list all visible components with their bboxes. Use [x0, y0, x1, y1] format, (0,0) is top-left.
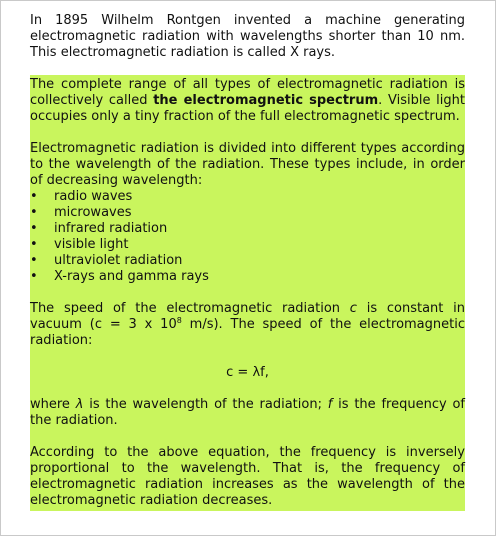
where-text-after: is the frequency of the radiation.	[30, 397, 465, 428]
speed-exponent: 8	[176, 316, 182, 325]
bullet-icon: •	[30, 205, 38, 220]
list-item	[30, 221, 465, 237]
list-item-label: X-rays and gamma rays	[54, 269, 209, 284]
list-item-label: radio waves	[54, 189, 133, 204]
bullet-icon: •	[30, 221, 38, 236]
speed-text-before: The speed of the electromagnetic radiation	[30, 301, 350, 316]
frequency-symbol: f	[327, 397, 333, 412]
list-item-label: visible light	[54, 237, 129, 252]
spectrum-text-after: . Visible light occupies only a tiny fraction of the full electromagnetic spectrum.	[30, 93, 465, 124]
where-paragraph	[30, 397, 465, 429]
paragraph-gap	[30, 381, 465, 397]
bullet-icon: •	[30, 189, 38, 204]
radiation-types-list	[30, 189, 465, 285]
list-item-label: ultraviolet radiation	[54, 253, 183, 268]
speed-text-middle: is constant in vacuum (c = 3 x 10	[30, 301, 465, 332]
bullet-icon: •	[30, 237, 38, 252]
list-item-label: infrared radiation	[54, 221, 168, 236]
spectrum-term: the electromagnetic spectrum	[153, 93, 379, 108]
speed-paragraph	[30, 301, 465, 349]
list-item-label: microwaves	[54, 205, 132, 220]
list-item	[30, 253, 465, 269]
paragraph-gap	[30, 285, 465, 301]
list-item	[30, 269, 465, 285]
paragraph-gap	[30, 125, 465, 141]
conclusion-paragraph: According to the above equation, the frequency is inversely proportional to the wavelength. That is, the frequency of electromagnetic radiation increases as the wavelength of the electromagnetic radiation decreases.	[30, 445, 465, 508]
intro-paragraph: In 1895 Wilhelm Rontgen invented a machine generating electromagnetic radiation with wavelengths shorter than 10 nm. This electromagnetic radiation is called X rays.	[30, 13, 465, 60]
highlighted-section	[30, 75, 465, 511]
spectrum-text-before: The complete range of all types of electromagnetic radiation is collectively called	[30, 77, 465, 108]
list-item	[30, 189, 465, 205]
types-lead-paragraph: Electromagnetic radiation is divided into different types according to the wavelength of the radiation. These types include, in order of decreasing wavelength:	[30, 141, 465, 188]
spectrum-paragraph	[30, 77, 465, 125]
paragraph-gap	[30, 349, 465, 365]
where-text-middle: is the wavelength of the radiation;	[83, 397, 328, 412]
where-text-before: where	[30, 397, 76, 412]
speed-symbol: c	[349, 301, 357, 316]
bullet-icon: •	[30, 269, 38, 284]
lambda-symbol: λ	[75, 397, 84, 412]
paragraph-gap	[30, 429, 465, 445]
list-item	[30, 205, 465, 221]
document-content	[30, 13, 465, 511]
wave-equation: c = λf,	[226, 365, 269, 380]
list-item	[30, 237, 465, 253]
bullet-icon: •	[30, 253, 38, 268]
speed-text-after: m/s). The speed of the electromagnetic radiation:	[30, 317, 465, 348]
